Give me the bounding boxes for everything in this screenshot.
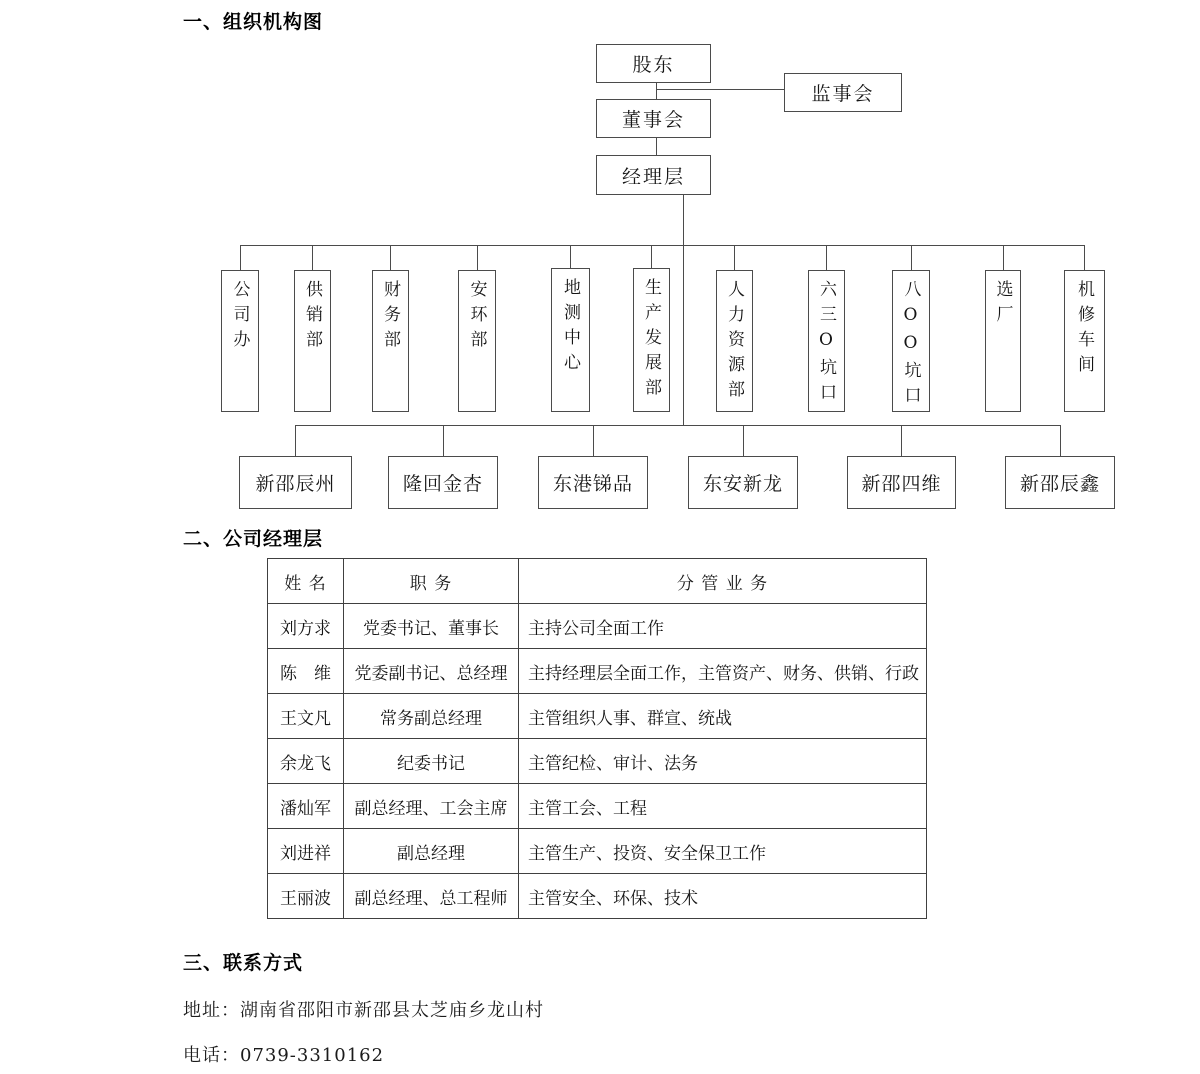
table-row: [268, 874, 927, 919]
cell-duty: 主管工会、工程: [519, 784, 927, 829]
cell-title: 党委书记、董事长: [344, 604, 519, 649]
col-header-duty: 分 管 业 务: [519, 559, 927, 604]
org-subsidiary-box: 隆回金杏: [388, 456, 498, 509]
org-dept-box: 六三O坑口: [808, 270, 845, 412]
cell-title: 副总经理: [344, 829, 519, 874]
org-subsidiary-box: 东安新龙: [688, 456, 798, 509]
org-subsidiary-box: 新邵四维: [847, 456, 956, 509]
section-org-heading: 一、组织机构图: [183, 12, 324, 33]
col-header-name: 姓 名: [268, 559, 344, 604]
contact-address: 地址：湖南省邵阳市新邵县太芝庙乡龙山村: [183, 1000, 544, 1021]
connector-line: [656, 83, 657, 99]
connector-line: [743, 425, 744, 456]
cell-name: 王文凡: [268, 694, 344, 739]
org-dept-box: 生产发展部: [633, 268, 670, 412]
cell-duty: 主持经理层全面工作，主管资产、财务、供销、行政: [519, 649, 927, 694]
connector-line: [651, 245, 652, 270]
connector-line: [683, 195, 684, 425]
cell-duty: 主管安全、环保、技术: [519, 874, 927, 919]
org-node-management-layer: 经理层: [596, 155, 711, 195]
cell-title: 纪委书记: [344, 739, 519, 784]
connector-line: [295, 425, 1060, 426]
cell-name: 潘灿军: [268, 784, 344, 829]
table-header-row: [268, 559, 927, 604]
connector-line: [240, 245, 241, 270]
connector-line: [656, 138, 657, 155]
connector-line: [734, 245, 735, 270]
org-dept-box: 供销部: [294, 270, 331, 412]
connector-line: [240, 245, 1085, 246]
cell-title: 副总经理、工会主席: [344, 784, 519, 829]
connector-line: [477, 245, 478, 270]
table-row: [268, 829, 927, 874]
org-dept-box: 安环部: [458, 270, 496, 412]
connector-line: [1003, 245, 1004, 270]
connector-line: [1060, 425, 1061, 456]
cell-duty: 主管生产、投资、安全保卫工作: [519, 829, 927, 874]
table-row: [268, 649, 927, 694]
cell-name: 刘进祥: [268, 829, 344, 874]
table-row: [268, 784, 927, 829]
org-dept-box: 公司办: [221, 270, 259, 412]
section-contact-heading: 三、联系方式: [183, 953, 304, 974]
cell-title: 副总经理、总工程师: [344, 874, 519, 919]
cell-name: 刘方求: [268, 604, 344, 649]
connector-line: [570, 245, 571, 270]
management-table: [267, 558, 927, 919]
org-node-board-of-directors: 董事会: [596, 99, 711, 138]
connector-line: [593, 425, 594, 456]
cell-duty: 主管组织人事、群宣、统战: [519, 694, 927, 739]
cell-name: 王丽波: [268, 874, 344, 919]
cell-duty: 主管纪检、审计、法务: [519, 739, 927, 784]
section-management-heading: 二、公司经理层: [183, 529, 324, 550]
org-subsidiary-box: 新邵辰鑫: [1005, 456, 1115, 509]
connector-line: [656, 89, 784, 90]
cell-title: 党委副书记、总经理: [344, 649, 519, 694]
col-header-title: 职 务: [344, 559, 519, 604]
org-dept-box: 选厂: [985, 270, 1021, 412]
cell-title: 常务副总经理: [344, 694, 519, 739]
org-dept-box: 八OO坑口: [892, 270, 930, 412]
org-dept-box: 机修车间: [1064, 270, 1105, 412]
contact-phone: 电话：0739-3310162: [183, 1045, 385, 1066]
table-row: [268, 739, 927, 784]
org-node-supervisory-board: 监事会: [784, 73, 902, 112]
org-subsidiary-box: 新邵辰州: [239, 456, 352, 509]
org-dept-box: 地测中心: [551, 268, 590, 412]
connector-line: [295, 425, 296, 456]
connector-line: [443, 425, 444, 456]
connector-line: [826, 245, 827, 270]
cell-duty: 主持公司全面工作: [519, 604, 927, 649]
connector-line: [911, 245, 912, 270]
connector-line: [901, 425, 902, 456]
org-dept-box: 财务部: [372, 270, 409, 412]
connector-line: [312, 245, 313, 270]
connector-line: [390, 245, 391, 270]
connector-line: [1084, 245, 1085, 270]
cell-name: 陈 维: [268, 649, 344, 694]
org-subsidiary-box: 东港锑品: [538, 456, 648, 509]
org-dept-box: 人力资源部: [716, 270, 753, 412]
table-row: [268, 694, 927, 739]
cell-name: 余龙飞: [268, 739, 344, 784]
org-node-shareholders: 股东: [596, 44, 711, 83]
table-row: [268, 604, 927, 649]
